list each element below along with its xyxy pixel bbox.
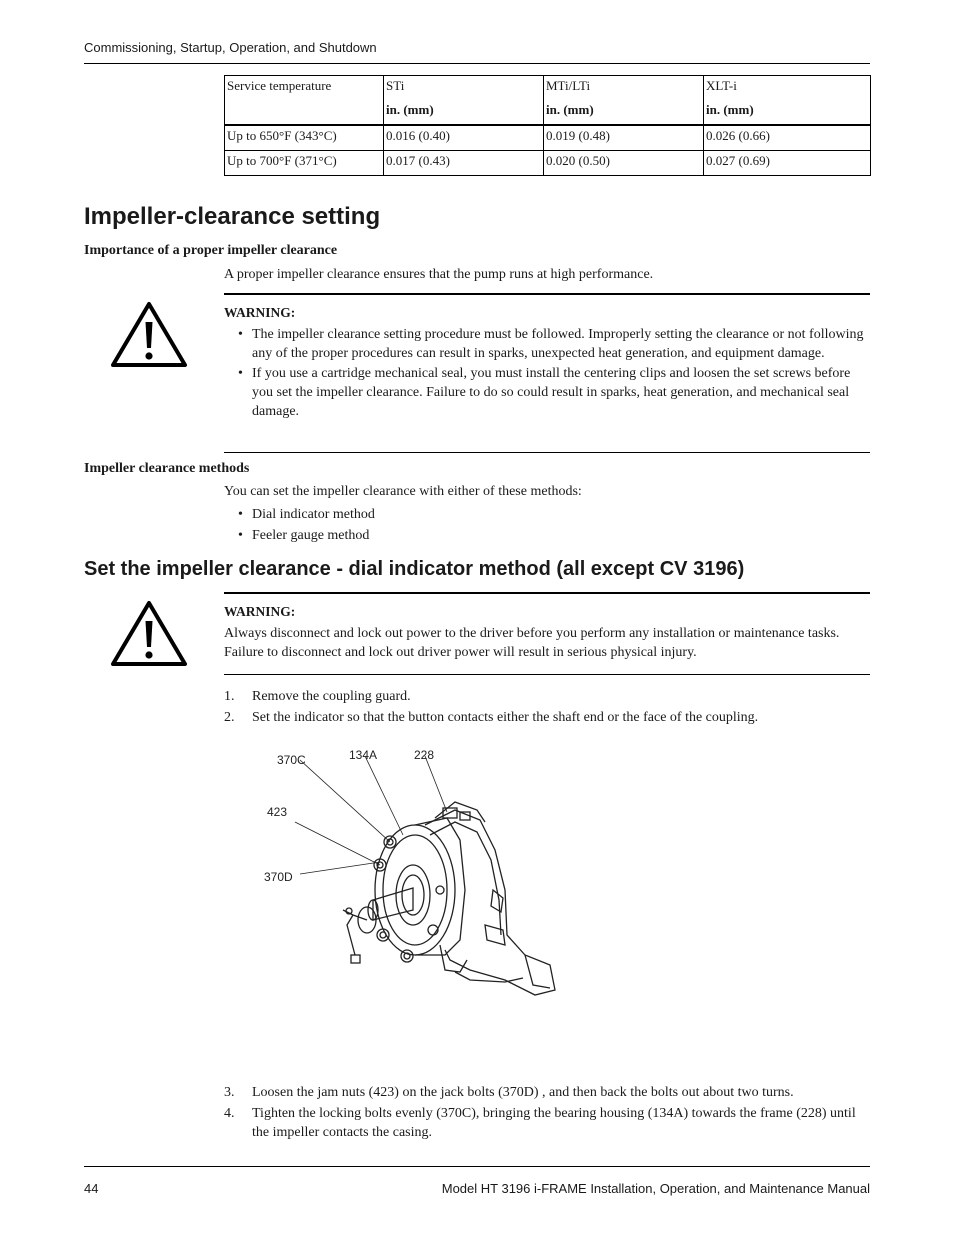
table-cell: 0.016 (0.40) bbox=[384, 125, 544, 151]
table-cell: 0.027 (0.69) bbox=[704, 151, 871, 176]
list-item: • Feeler gauge method bbox=[224, 525, 375, 546]
table-cell: 0.020 (0.50) bbox=[544, 151, 704, 176]
table-row bbox=[225, 151, 871, 176]
warning-box bbox=[224, 293, 870, 453]
callout-label: 370D bbox=[264, 870, 293, 884]
table-cell: Up to 700°F (371°C) bbox=[225, 151, 384, 176]
table-units-cell: in. (mm) bbox=[544, 100, 704, 125]
warning-label: WARNING: bbox=[224, 305, 296, 320]
warning-list bbox=[224, 325, 870, 421]
callout-label: 134A bbox=[349, 748, 378, 762]
table-row bbox=[225, 125, 871, 151]
callout-label: 370C bbox=[277, 753, 306, 767]
warning-triangle-icon bbox=[110, 300, 188, 368]
steps-list bbox=[224, 1083, 870, 1144]
table-units-row bbox=[225, 100, 871, 125]
callout-label: 228 bbox=[414, 748, 435, 762]
list-item: • The impeller clearance setting procedure must be followed. Improperly setting the clearance or not following any of the proper procedures can result in sparks, unexpected heat generation, and equipment damage. bbox=[224, 325, 870, 363]
paragraph: A proper impeller clearance ensures that the pump runs at high performance. bbox=[224, 267, 654, 282]
list-item bbox=[224, 1104, 870, 1142]
list-item bbox=[224, 708, 870, 727]
section-title: Impeller-clearance setting bbox=[84, 203, 381, 230]
footer-title: Model HT 3196 i-FRAME Installation, Operation, and Maintenance Manual bbox=[441, 1181, 870, 1196]
table-header-cell: XLT-i bbox=[704, 76, 871, 101]
list-item: • Dial indicator method bbox=[224, 504, 375, 525]
table-units-cell: in. (mm) bbox=[384, 100, 544, 125]
table-cell: 0.019 (0.48) bbox=[544, 125, 704, 151]
step-text: Tighten the locking bolts evenly (370C), bringing the bearing housing (134A) towards the frame (228) until the impeller contacts the casing. bbox=[252, 1106, 856, 1140]
step-number: 3. bbox=[224, 1085, 235, 1100]
step-text: Remove the coupling guard. bbox=[252, 689, 411, 704]
subsection-title: Impeller clearance methods bbox=[84, 461, 250, 476]
bearing-housing-figure bbox=[255, 740, 575, 1060]
warning-text: Always disconnect and lock out power to the driver before you perform any installation or maintenance tasks. Failure to disconnect and lock out driver power will result in serious physical injury. bbox=[224, 626, 840, 660]
table-cell: 0.017 (0.43) bbox=[384, 151, 544, 176]
table-header-cell: Service temperature bbox=[225, 76, 384, 101]
methods-list bbox=[224, 504, 375, 546]
table-header-cell: STi bbox=[384, 76, 544, 101]
table-header-cell: MTi/LTi bbox=[544, 76, 704, 101]
step-number: 1. bbox=[224, 689, 235, 704]
page-number: 44 bbox=[84, 1181, 99, 1196]
step-number: 4. bbox=[224, 1106, 235, 1121]
table-units-cell: in. (mm) bbox=[704, 100, 871, 125]
list-item bbox=[224, 1083, 870, 1102]
callout-label: 423 bbox=[267, 805, 288, 819]
warning-triangle-icon bbox=[110, 599, 188, 667]
section-title: Set the impeller clearance - dial indicator method (all except CV 3196) bbox=[84, 558, 745, 580]
clearance-table bbox=[224, 75, 871, 176]
step-number: 2. bbox=[224, 710, 235, 725]
table-cell: Up to 650°F (343°C) bbox=[225, 125, 384, 151]
table-units-cell bbox=[225, 100, 384, 125]
warning-box bbox=[224, 592, 870, 675]
header-rule bbox=[84, 63, 870, 64]
running-header: Commissioning, Startup, Operation, and Shutdown bbox=[84, 40, 377, 55]
warning-label: WARNING: bbox=[224, 604, 296, 619]
table-header-row bbox=[225, 76, 871, 101]
step-text: Set the indicator so that the button contacts either the shaft end or the face of the coupling. bbox=[252, 710, 759, 725]
table-cell: 0.026 (0.66) bbox=[704, 125, 871, 151]
list-item: • If you use a cartridge mechanical seal, you must install the centering clips and loosen the set screws before you set the impeller clearance. Failure to do so could result in sparks, heat generation, and mechanical seal damage. bbox=[224, 364, 870, 421]
subsection-title: Importance of a proper impeller clearance bbox=[84, 243, 338, 258]
step-text: Loosen the jam nuts (423) on the jack bolts (370D) , and then back the bolts out about two turns. bbox=[252, 1085, 794, 1100]
list-item bbox=[224, 687, 870, 706]
footer-rule bbox=[84, 1166, 870, 1167]
steps-list bbox=[224, 687, 870, 729]
paragraph: You can set the impeller clearance with either of these methods: bbox=[224, 484, 582, 499]
